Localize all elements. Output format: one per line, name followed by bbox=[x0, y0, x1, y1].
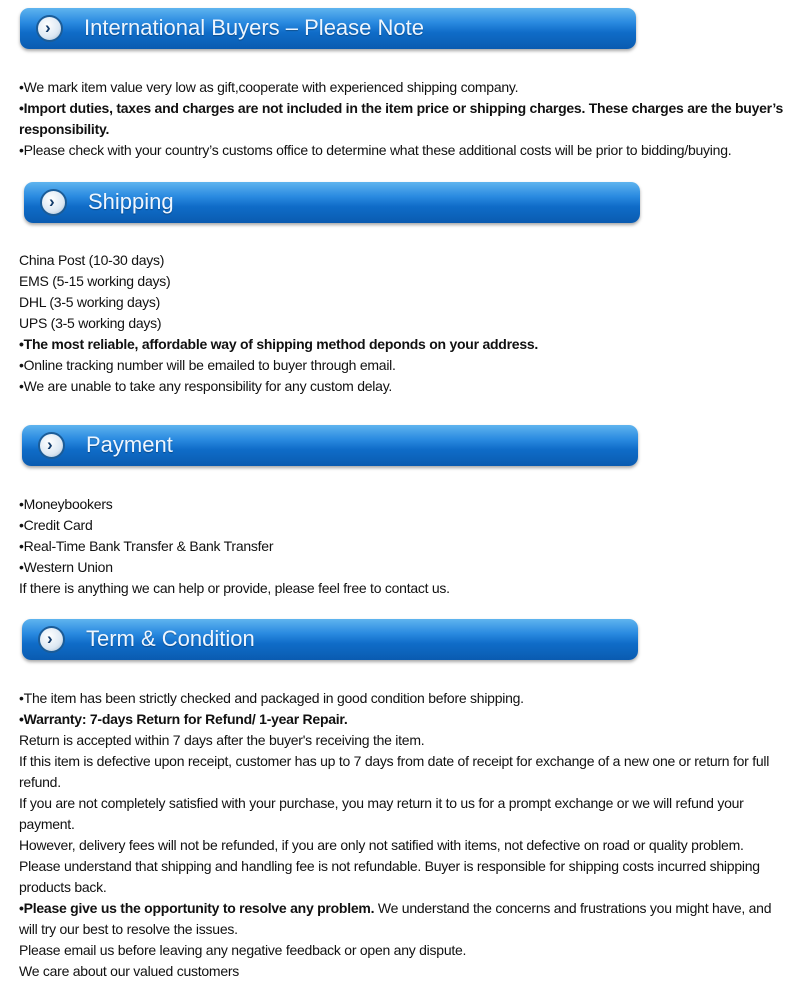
text: •Credit Card bbox=[19, 517, 93, 533]
section-body-international-buyers bbox=[19, 77, 787, 161]
bold-text: •Import duties, taxes and charges are not included in the item price or shipping charges. These charges are the buyer’s responsibility. bbox=[19, 100, 784, 137]
text: DHL (3-5 working days) bbox=[19, 294, 161, 310]
text-line bbox=[19, 557, 787, 578]
text-line bbox=[19, 961, 787, 982]
text: •Online tracking number will be emailed to buyer through email. bbox=[19, 357, 396, 373]
text-line bbox=[19, 77, 787, 98]
text-line bbox=[19, 98, 787, 140]
text-line bbox=[19, 355, 787, 376]
text: •Moneybookers bbox=[19, 496, 113, 512]
text: •We are unable to take any responsibility for any custom delay. bbox=[19, 378, 393, 394]
section-title: Shipping bbox=[88, 189, 174, 214]
text: If this item is defective upon receipt, customer has up to 7 days from date of receipt for exchange of a new one or return for full refund. bbox=[19, 753, 770, 790]
bold-text: •The most reliable, affordable way of shipping method deponds on your address. bbox=[19, 336, 539, 352]
text: We understand the concerns and frustrations you might have, and will try our best to resolve the issues. bbox=[19, 900, 772, 937]
text: If you are not completely satisfied with your purchase, you may return it to us for a prompt exchange or we will refund your payment. bbox=[19, 795, 744, 832]
text-line bbox=[19, 730, 787, 751]
section-title: International Buyers – Please Note bbox=[84, 15, 424, 40]
text-line bbox=[19, 376, 787, 397]
section-title: Term & Condition bbox=[86, 626, 255, 651]
text-line bbox=[19, 313, 787, 334]
text: •The item has been strictly checked and packaged in good condition before shipping. bbox=[19, 690, 524, 706]
section-banner-shipping bbox=[24, 182, 640, 223]
text-line bbox=[19, 140, 787, 161]
text: EMS (5-15 working days) bbox=[19, 273, 171, 289]
text-line bbox=[19, 835, 787, 856]
section-banner-term-condition bbox=[22, 619, 638, 660]
bold-text: •Please give us the opportunity to resolve any problem. bbox=[19, 900, 375, 916]
text-line bbox=[19, 250, 787, 271]
text-line bbox=[19, 271, 787, 292]
chevron-right-icon: › bbox=[38, 432, 65, 459]
text-line bbox=[19, 578, 787, 599]
section-body-shipping bbox=[19, 250, 787, 397]
text: •Please check with your country’s customs office to determine what these additional costs will be prior to bidding/buying. bbox=[19, 142, 732, 158]
text-line bbox=[19, 856, 787, 898]
text-line bbox=[19, 709, 787, 730]
text-line bbox=[19, 940, 787, 961]
text: China Post (10-30 days) bbox=[19, 252, 165, 268]
section-title: Payment bbox=[86, 432, 173, 457]
chevron-right-icon: › bbox=[36, 15, 63, 42]
chevron-right-icon: › bbox=[40, 189, 67, 216]
text: •Real-Time Bank Transfer & Bank Transfer bbox=[19, 538, 274, 554]
text-line bbox=[19, 515, 787, 536]
text: However, delivery fees will not be refunded, if you are only not satified with items, not defective on road or quality problem. bbox=[19, 837, 744, 853]
text-line bbox=[19, 292, 787, 313]
text: Please understand that shipping and handling fee is not refundable. Buyer is responsible for shipping costs incurred shipping products back. bbox=[19, 858, 760, 895]
text-line bbox=[19, 688, 787, 709]
chevron-right-icon: › bbox=[38, 626, 65, 653]
text: •We mark item value very low as gift,cooperate with experienced shipping company. bbox=[19, 79, 519, 95]
section-body-payment bbox=[19, 494, 787, 599]
section-banner-payment bbox=[22, 425, 638, 466]
text-line bbox=[19, 334, 787, 355]
text-line bbox=[19, 536, 787, 557]
text: Please email us before leaving any negative feedback or open any dispute. bbox=[19, 942, 467, 958]
text: We care about our valued customers bbox=[19, 963, 240, 979]
bold-text: •Warranty: 7-days Return for Refund/ 1-year Repair. bbox=[19, 711, 348, 727]
text-line bbox=[19, 898, 787, 940]
text-line bbox=[19, 793, 787, 835]
section-body-term-condition bbox=[19, 688, 787, 982]
text: •Western Union bbox=[19, 559, 113, 575]
text-line bbox=[19, 751, 787, 793]
section-banner-international-buyers bbox=[20, 8, 636, 49]
text: UPS (3-5 working days) bbox=[19, 315, 162, 331]
text: Return is accepted within 7 days after the buyer's receiving the item. bbox=[19, 732, 425, 748]
text-line bbox=[19, 494, 787, 515]
text: If there is anything we can help or provide, please feel free to contact us. bbox=[19, 580, 450, 596]
